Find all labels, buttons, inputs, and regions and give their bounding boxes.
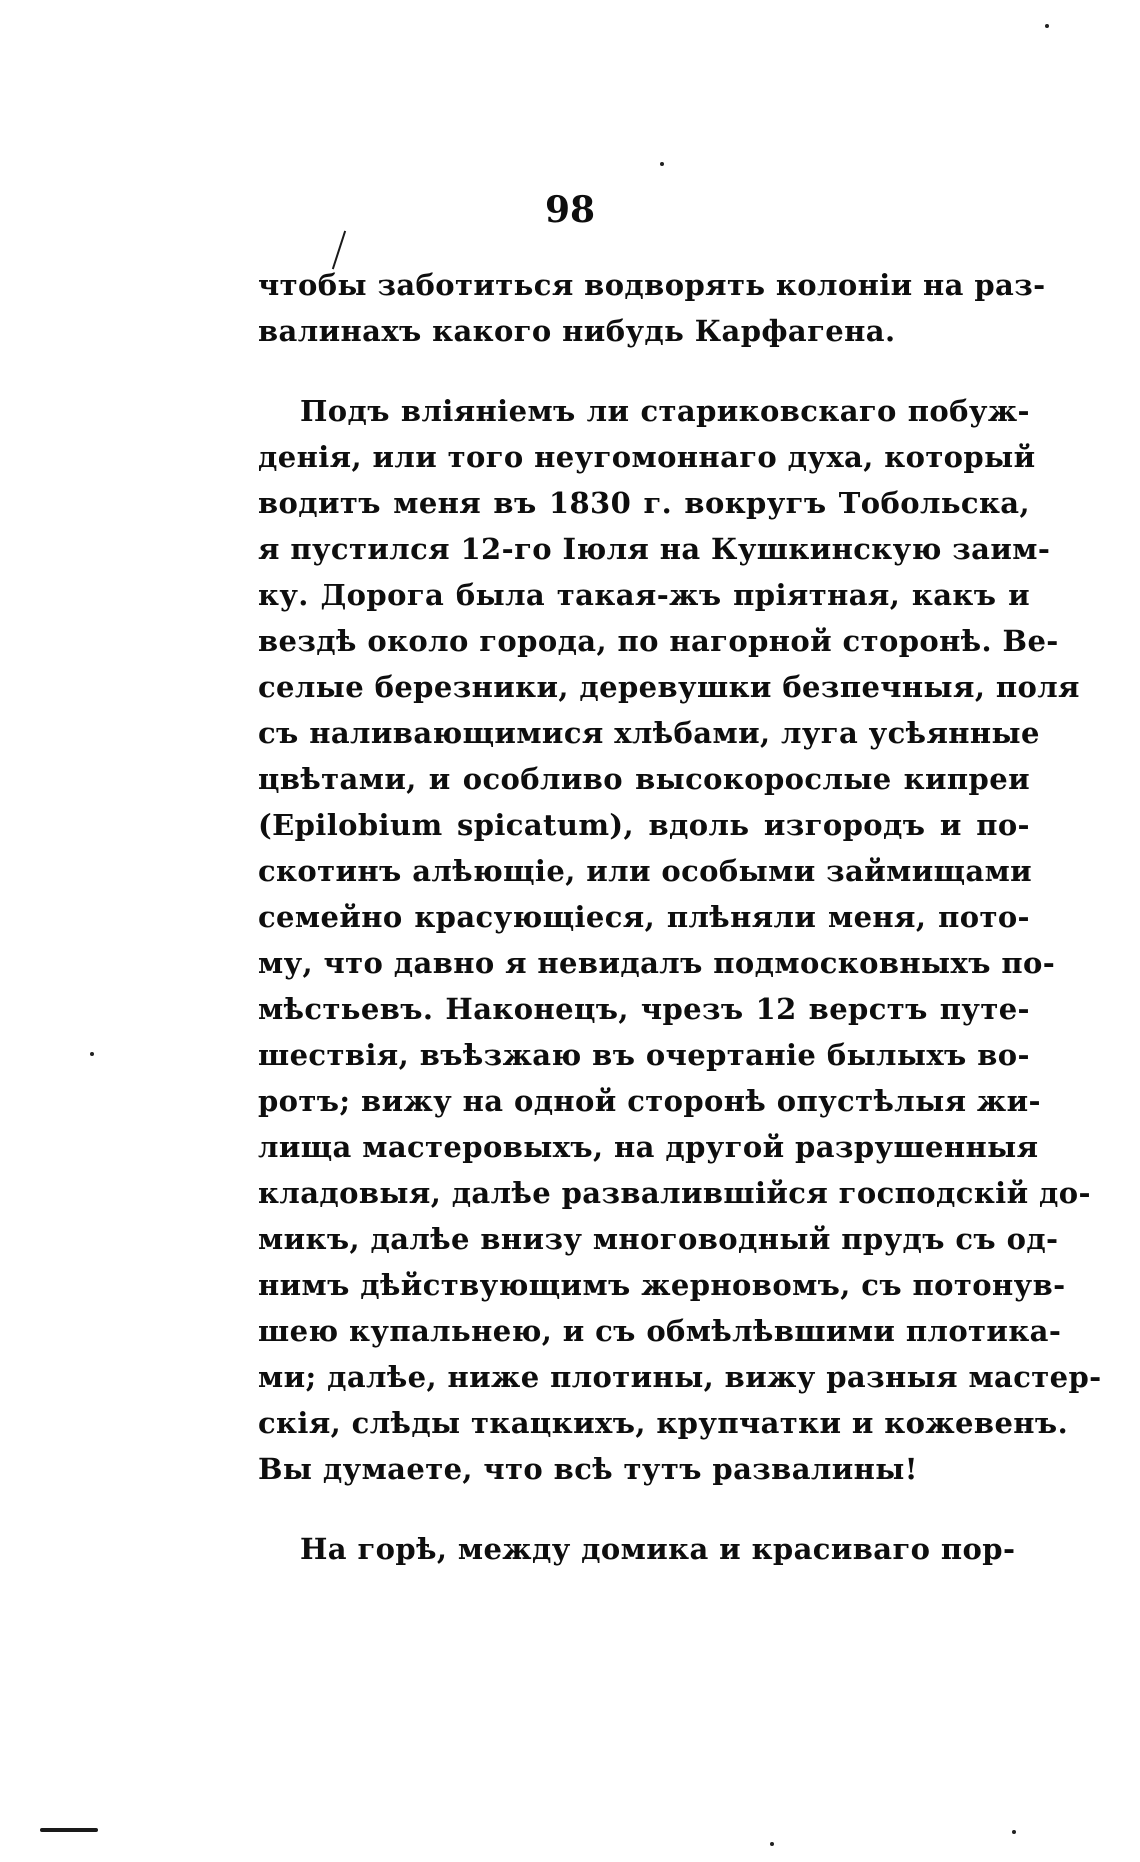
text-line: ку. Дорога была такая-жъ пріятная, какъ и xyxy=(258,578,1030,612)
text-line: шествія, въѣзжаю въ очертаніе былыхъ во- xyxy=(258,1038,1030,1072)
text-line: чтобы заботиться водворять колоніи на раз- xyxy=(258,268,1046,302)
text-line: цвѣтами, и особливо высокорослые кипреи xyxy=(258,762,1030,796)
body-text xyxy=(258,262,1102,1572)
text-line: селые березники, деревушки безпечныя, поля xyxy=(258,670,1080,704)
text-line: семейно красующіеся, плѣняли меня, пото- xyxy=(258,900,1030,934)
paragraph-3 xyxy=(258,1526,1030,1572)
paragraph-1 xyxy=(258,262,1046,354)
text-line: мѣстьевъ. Наконецъ, чрезъ 12 верстъ путе- xyxy=(258,992,1030,1026)
text-line: нимъ дѣйствующимъ жерновомъ, съ потонув- xyxy=(258,1268,1066,1302)
text-line: съ наливающимися хлѣбами, луга усѣянные xyxy=(258,716,1040,750)
paragraph-2 xyxy=(258,388,1102,1492)
scan-speck xyxy=(770,1842,774,1846)
scan-mark xyxy=(40,1828,98,1832)
text-line: скія, слѣды ткацкихъ, крупчатки и кожевенъ. xyxy=(258,1406,1069,1440)
text-line: скотинъ алѣющіе, или особыми займищами xyxy=(258,854,1033,888)
text-line: микъ, далѣе внизу многоводный прудъ съ од- xyxy=(258,1222,1059,1256)
text-line: валинахъ какого нибудь Карфагена. xyxy=(258,314,896,348)
text-line: ротъ; вижу на одной сторонѣ опустѣлыя жи- xyxy=(258,1084,1041,1118)
text-line: лища мастеровыхъ, на другой разрушенныя xyxy=(258,1130,1039,1164)
scan-speck xyxy=(1012,1830,1016,1834)
text-line: му, что давно я невидалъ подмосковныхъ по- xyxy=(258,946,1056,980)
text-line: шею купальнею, и съ обмѣлѣвшими плотика- xyxy=(258,1314,1062,1348)
page-number: 98 xyxy=(544,189,596,231)
text-line: вездѣ около города, по нагорной сторонѣ. Ве- xyxy=(258,624,1059,658)
text-line: ми; далѣе, ниже плотины, вижу разныя мастер- xyxy=(258,1360,1102,1394)
scan-speck xyxy=(90,1052,94,1056)
text-line: кладовыя, далѣе развалившійся господскій до- xyxy=(258,1176,1091,1210)
text-line: На горѣ, между домика и красиваго пор- xyxy=(300,1532,1016,1566)
text-line: Подъ вліяніемъ ли стариковскаго побуж- xyxy=(300,394,1030,428)
text-line: водитъ меня въ 1830 г. вокругъ Тобольска, xyxy=(258,486,1030,520)
text-line: я пустился 12-го Іюля на Кушкинскую заим- xyxy=(258,532,1051,566)
scan-speck xyxy=(660,162,664,166)
text-line: денія, или того неугомоннаго духа, который xyxy=(258,440,1036,474)
text-line: Вы думаете, что всѣ тутъ развалины! xyxy=(258,1452,918,1486)
text-line: (Epilobium spicatum), вдоль изгородъ и по- xyxy=(258,808,1030,842)
scan-speck xyxy=(1045,24,1049,28)
